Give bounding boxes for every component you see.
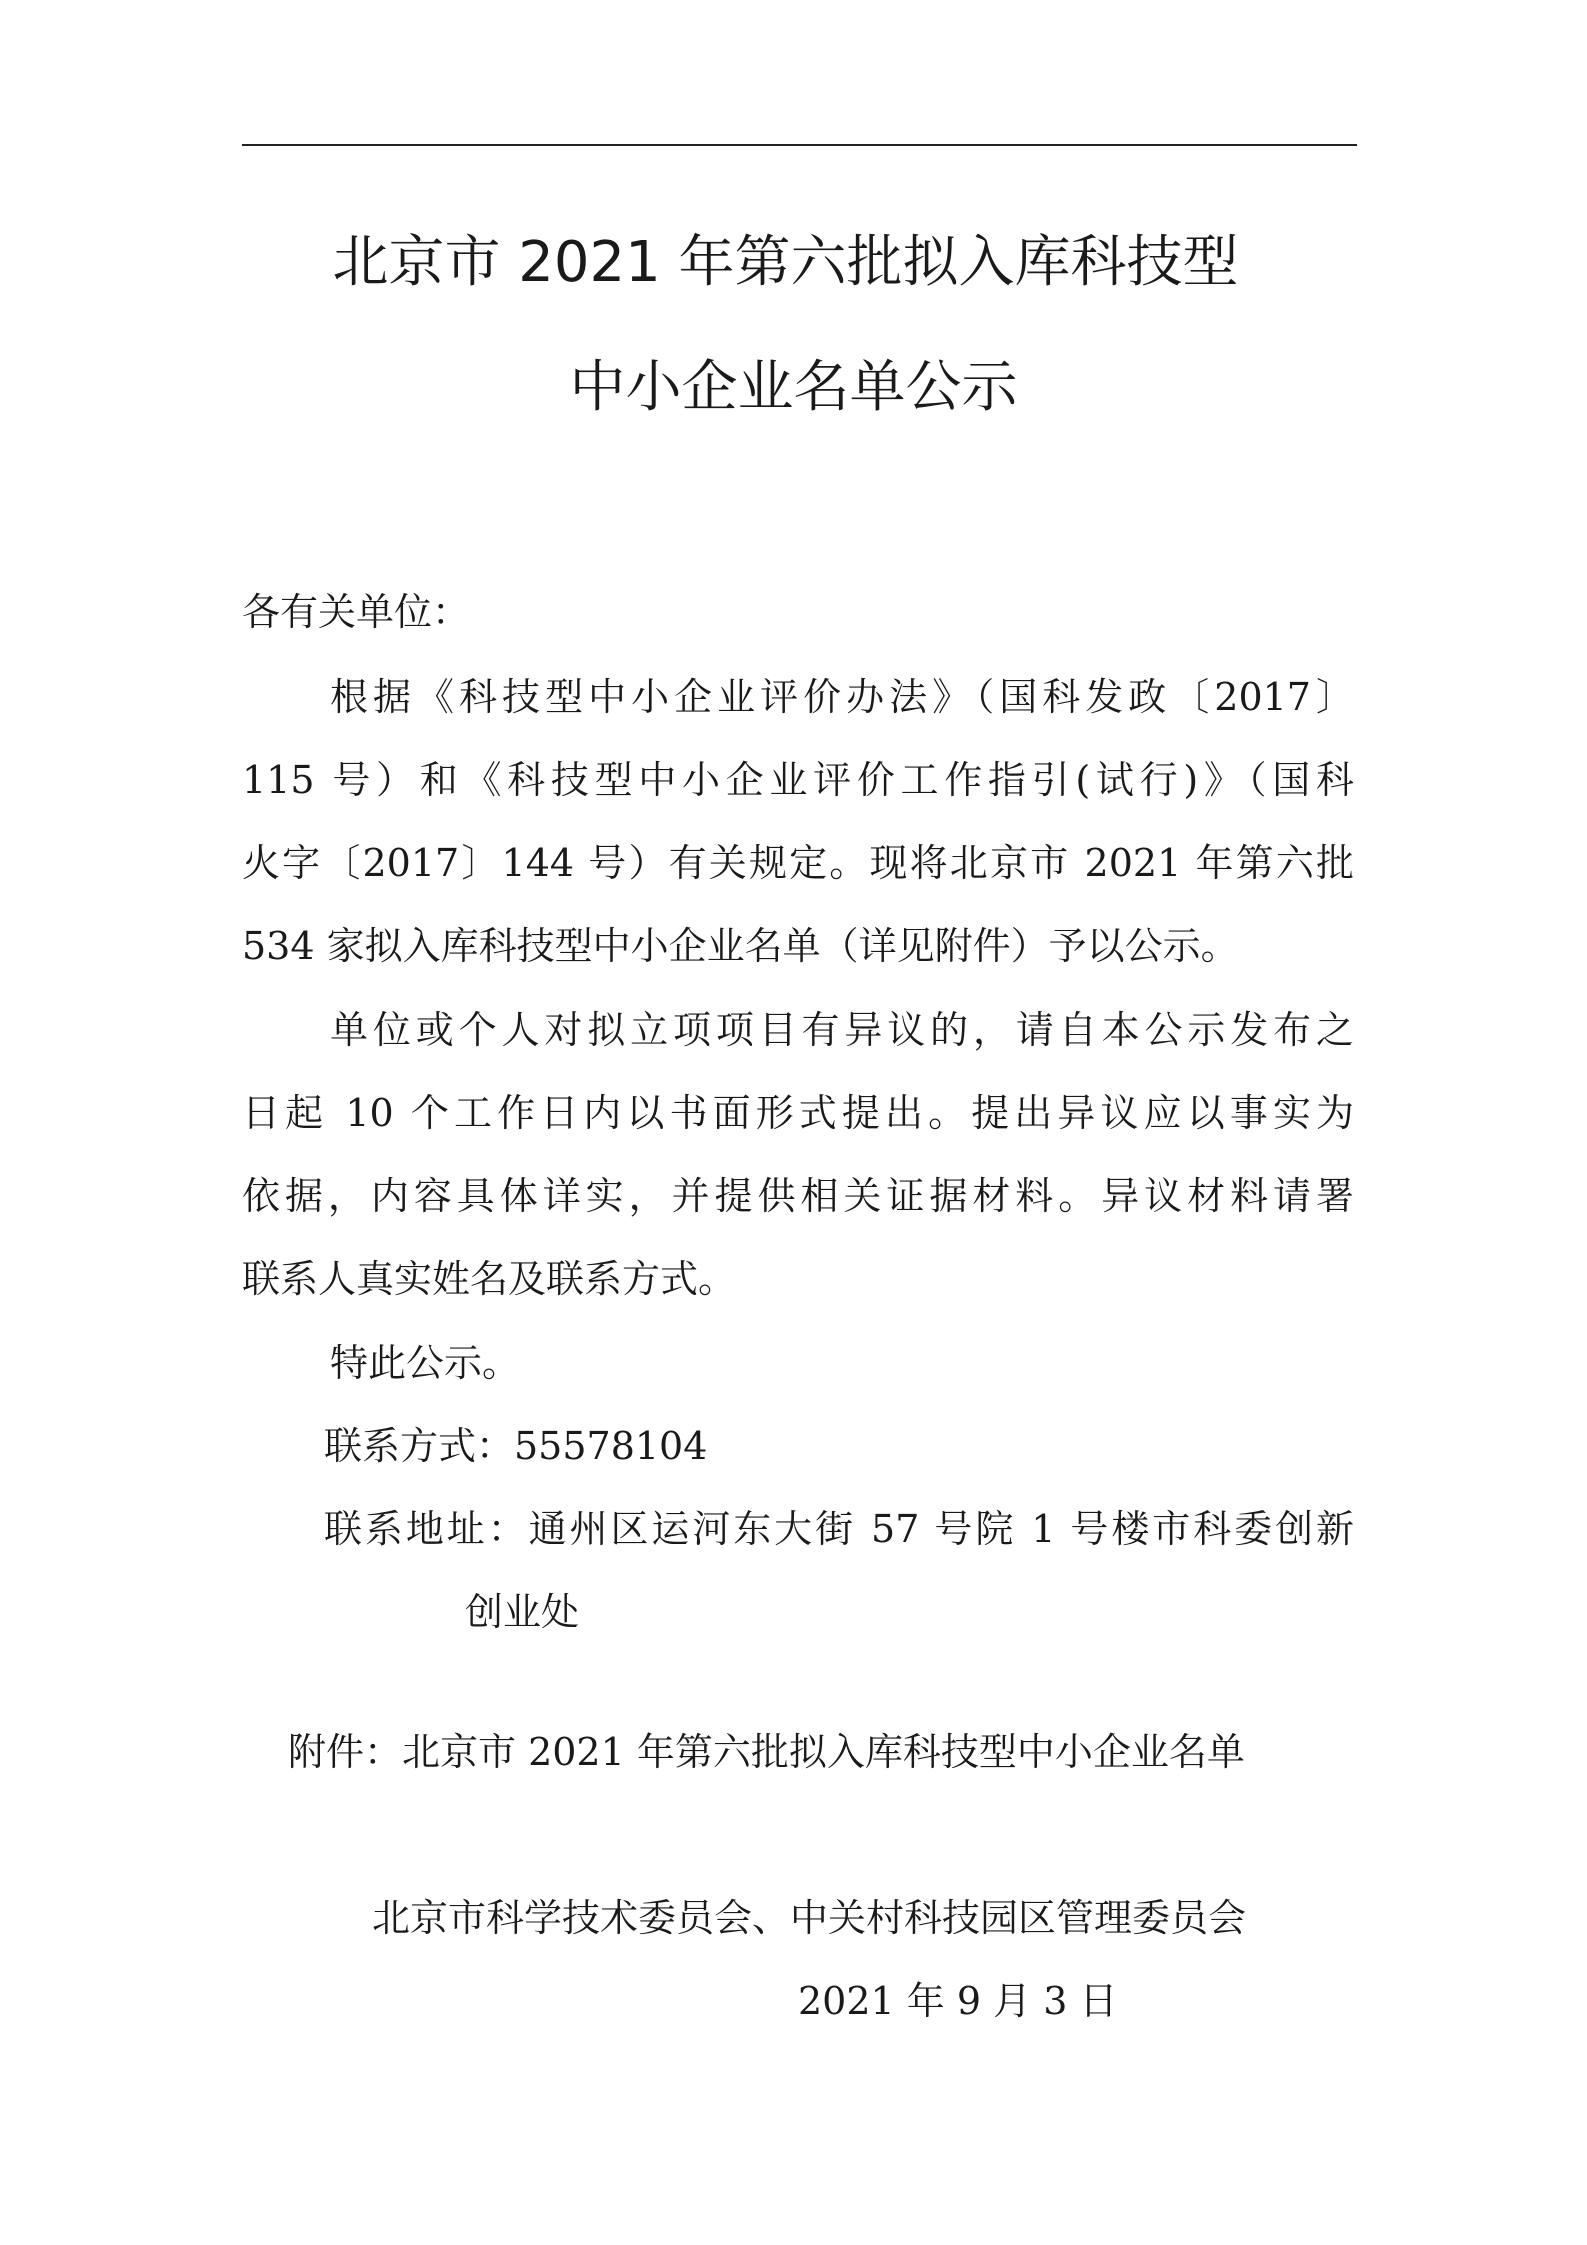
paragraph-line: 单位或个人对拟立项项目有异议的，请自本公示发布之 <box>330 1008 1354 1052</box>
salutation: 各有关单位： <box>242 590 471 634</box>
header-rule <box>242 144 1357 146</box>
attachment-note: 附件：北京市 2021 年第六批拟入库科技型中小企业名单 <box>288 1730 1245 1774</box>
contact-phone: 联系方式：55578104 <box>324 1424 708 1468</box>
paragraph-line: 依据，内容具体详实，并提供相关证据材料。异议材料请署 <box>242 1174 1354 1218</box>
paragraph-line: 534 家拟入库科技型中小企业名单（详见附件）予以公示。 <box>242 924 1239 968</box>
paragraph-line: 火字〔2017〕144 号）有关规定。现将北京市 2021 年第六批 <box>242 841 1354 885</box>
paragraph-line: 联系人真实姓名及联系方式。 <box>242 1257 737 1301</box>
paragraph-line: 日起 10 个工作日内以书面形式提出。提出异议应以事实为 <box>242 1091 1354 1135</box>
closing-statement: 特此公示。 <box>330 1341 521 1385</box>
document-title-line-1: 北京市 2021 年第六批拟入库科技型 <box>332 230 1239 295</box>
contact-address: 联系地址：通州区运河东大街 57 号院 1 号楼市科委创新 <box>324 1507 1354 1551</box>
contact-address-continued: 创业处 <box>465 1590 580 1634</box>
paragraph-line: 根据《科技型中小企业评价办法》（国科发政〔2017〕 <box>330 675 1354 719</box>
paragraph-line: 115 号）和《科技型中小企业评价工作指引(试行)》（国科 <box>242 758 1354 802</box>
issue-date: 2021 年 9 月 3 日 <box>798 1979 1118 2023</box>
document-title-line-2: 中小企业名单公示 <box>569 355 1018 420</box>
issuer-signature: 北京市科学技术委员会、中关村科技园区管理委员会 <box>372 1896 1247 1940</box>
